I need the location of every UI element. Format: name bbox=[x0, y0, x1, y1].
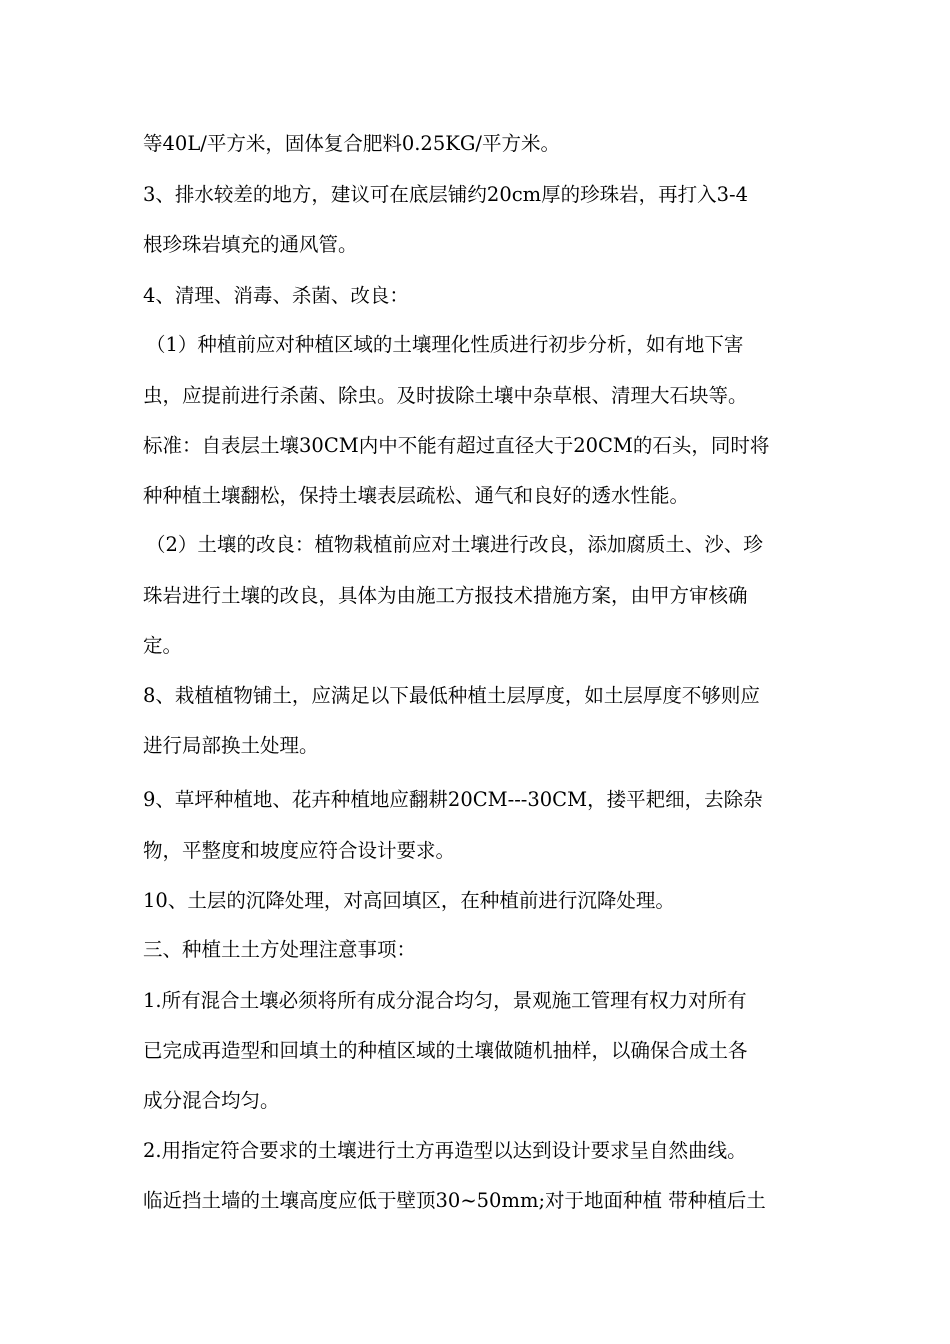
text-line: 定。 bbox=[143, 634, 183, 657]
text-line: 成分混合均匀。 bbox=[143, 1089, 280, 1112]
text-line: 已完成再造型和回填土的种植区域的土壤做随机抽样，以确保合成土各 bbox=[143, 1039, 748, 1062]
text-line: 标准：自表层土壤30CM内中不能有超过直径大于20CM的石头，同时将 bbox=[143, 434, 770, 457]
text-line: （2）土壤的改良：植物栽植前应对土壤进行改良，添加腐质土、沙、珍 bbox=[146, 533, 763, 556]
text-line: 9、草坪种植地、花卉种植地应翻耕20CM---30CM，搂平耙细，去除杂 bbox=[143, 788, 763, 811]
text-line: 物，平整度和坡度应符合设计要求。 bbox=[143, 839, 456, 862]
text-line: 根珍珠岩填充的通风管。 bbox=[143, 233, 358, 256]
text-line: 2.用指定符合要求的土壤进行土方再造型以达到设计要求呈自然曲线。 bbox=[143, 1139, 747, 1162]
text-line: 1.所有混合土壤必须将所有成分混合均匀，景观施工管理有权力对所有 bbox=[143, 989, 747, 1012]
text-line: 10、土层的沉降处理，对高回填区，在种植前进行沉降处理。 bbox=[143, 889, 675, 912]
text-line: 8、栽植植物铺土，应满足以下最低种植土层厚度，如土层厚度不够则应 bbox=[143, 684, 760, 707]
text-line: 虫，应提前进行杀菌、除虫。及时拔除土壤中杂草根、清理大石块等。 bbox=[143, 384, 748, 407]
text-line: 等40L/平方米，固体复合肥料0.25KG/平方米。 bbox=[143, 132, 560, 155]
text-line: 三、种植土土方处理注意事项： bbox=[143, 938, 417, 961]
text-line: 3、排水较差的地方，建议可在底层铺约20cm厚的珍珠岩，再打入3-4 bbox=[143, 183, 749, 206]
text-line: 进行局部换土处理。 bbox=[143, 734, 319, 757]
text-line: 临近挡土墙的土壤高度应低于壁顶30~50mm;对于地面种植 带种植后土 bbox=[143, 1189, 766, 1212]
text-line: （1）种植前应对种植区域的土壤理化性质进行初步分析，如有地下害 bbox=[146, 333, 744, 356]
text-line: 珠岩进行土壤的改良，具体为由施工方报技术措施方案，由甲方审核确 bbox=[143, 584, 748, 607]
text-line: 种种植土壤翻松，保持土壤表层疏松、通气和良好的透水性能。 bbox=[143, 484, 690, 507]
text-line: 4、清理、消毒、杀菌、改良： bbox=[143, 284, 409, 307]
